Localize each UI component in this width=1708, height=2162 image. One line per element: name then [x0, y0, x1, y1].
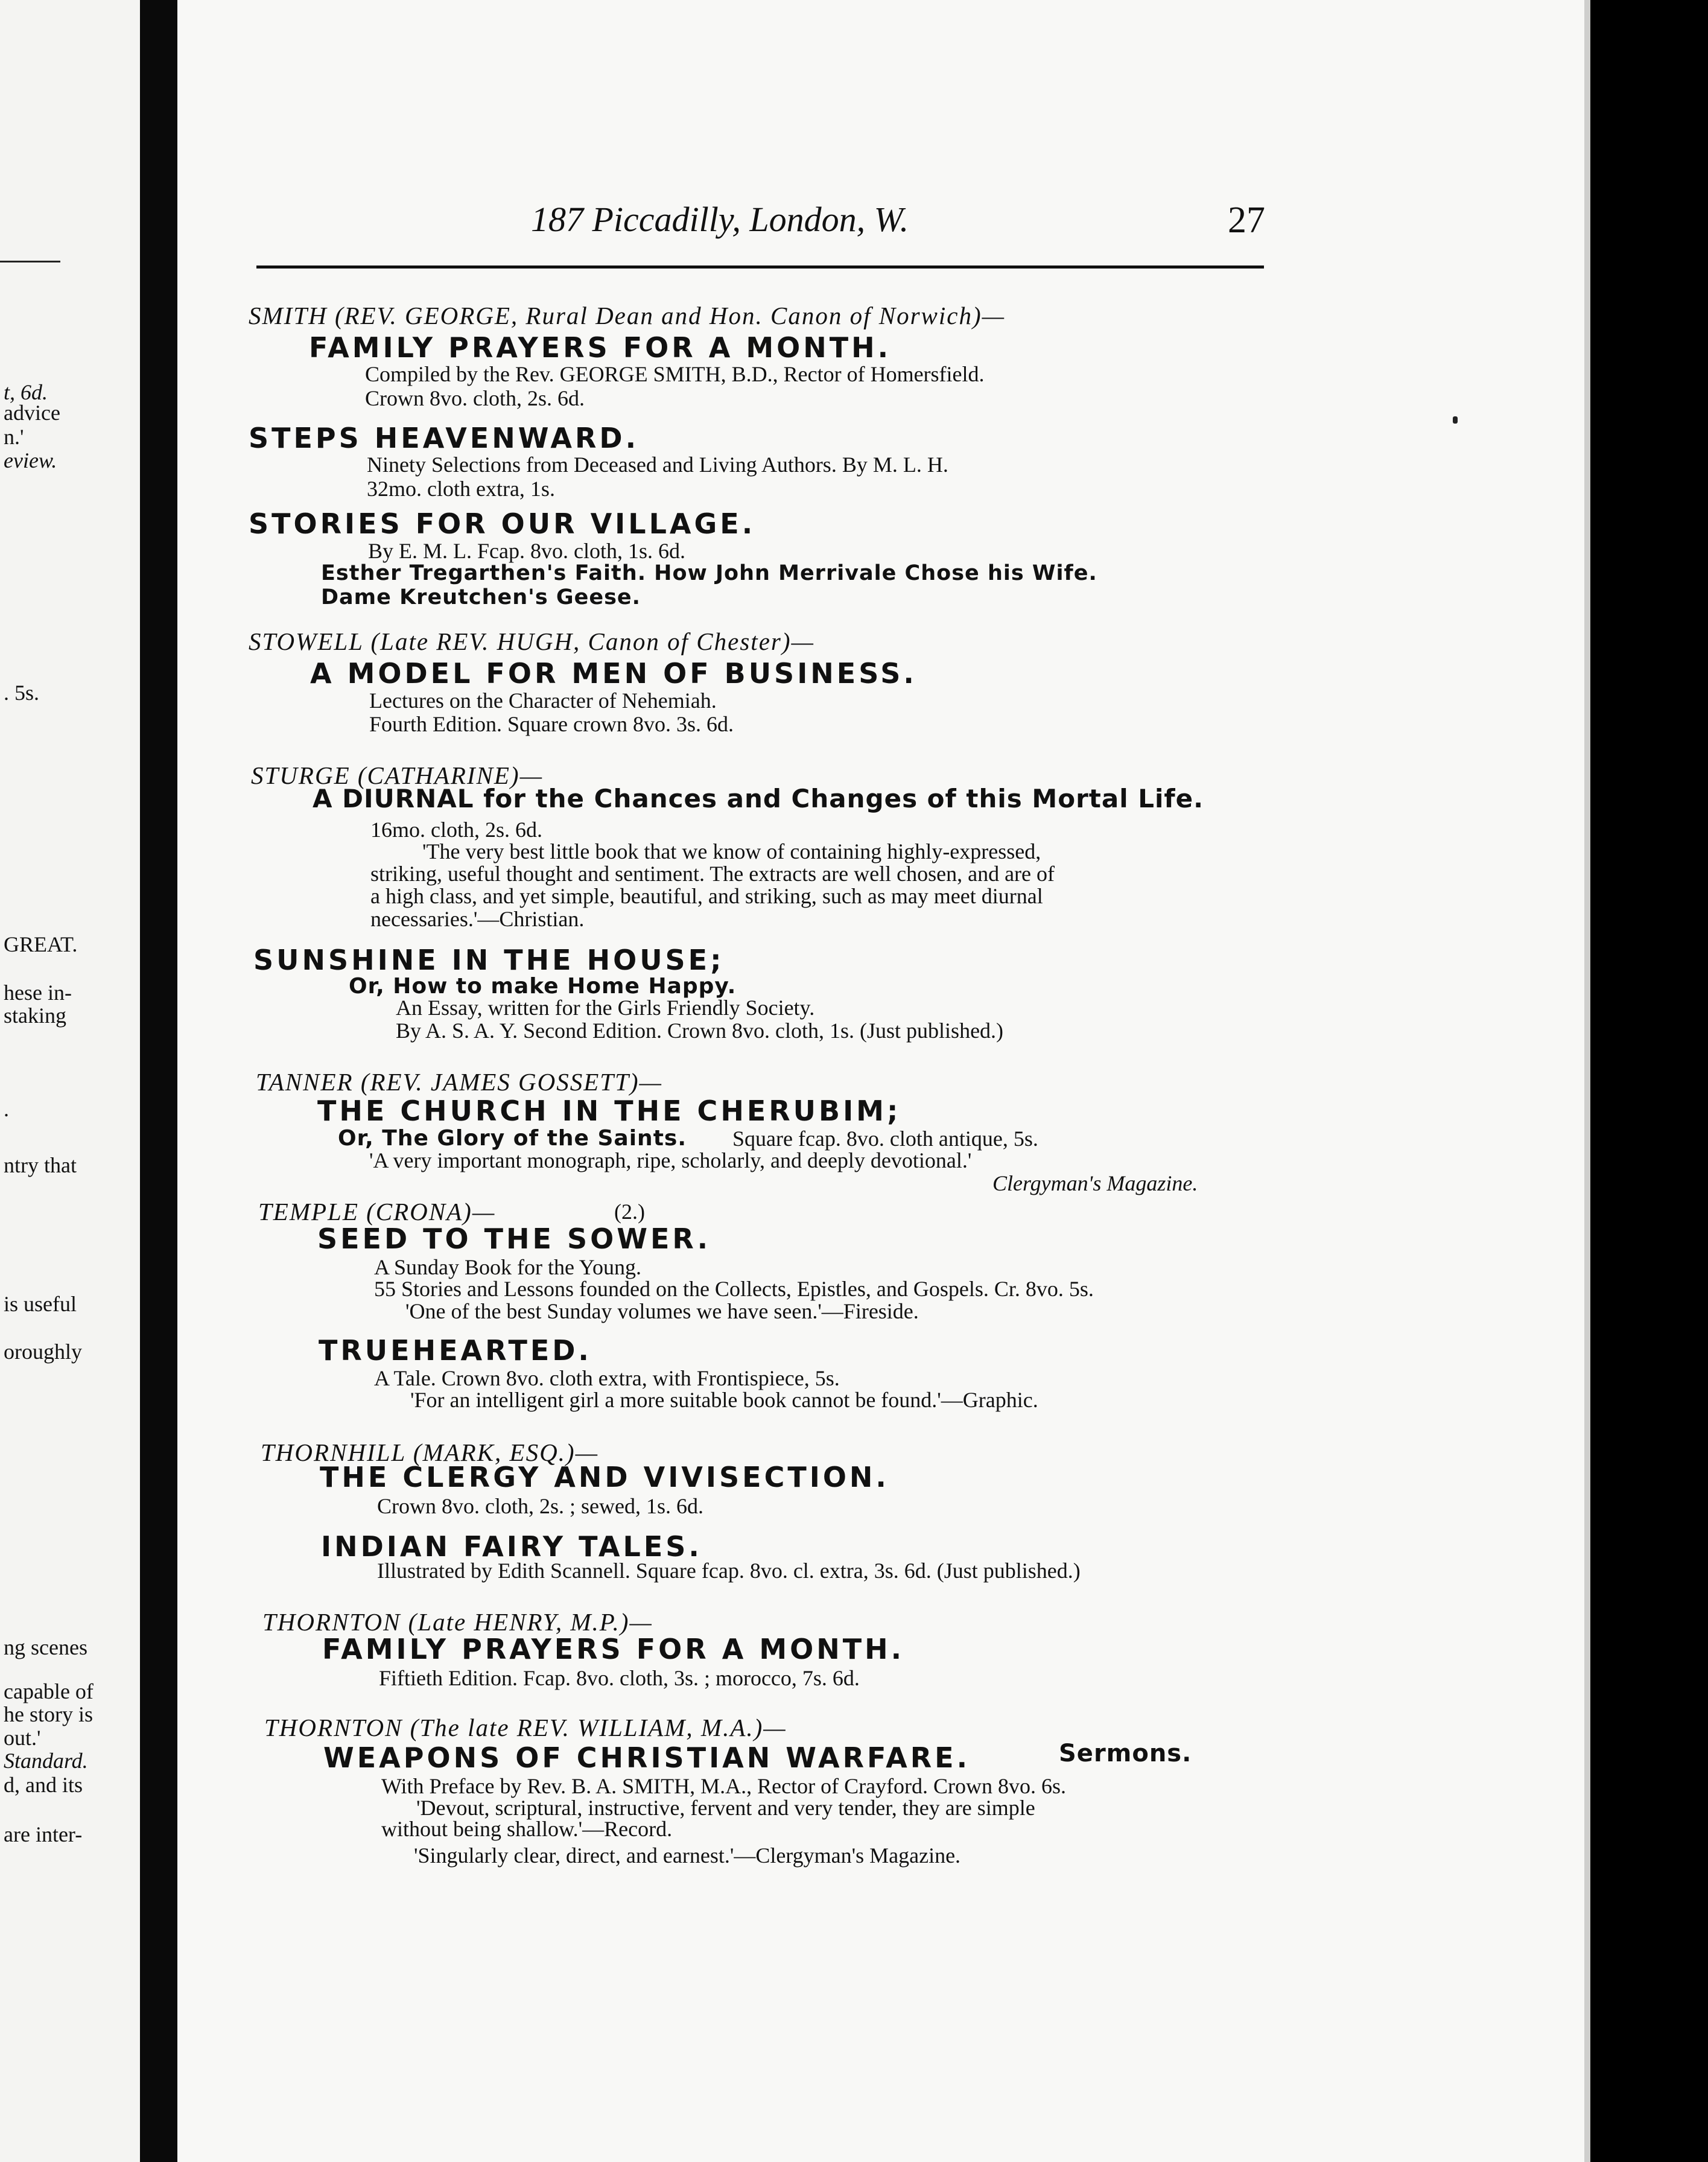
- facing-page-text: d, and its: [4, 1773, 83, 1797]
- entry-review: 'For an intelligent girl a more suitable book cannot be found.'—Graphic.: [410, 1388, 1038, 1412]
- entry-review: 'The very best little book that we know of containing highly-expressed,: [422, 839, 1041, 863]
- entry-author: SMITH (REV. GEORGE, Rural Dean and Hon. Canon of Norwich)—: [249, 302, 1006, 329]
- entry-title: FAMILY PRAYERS FOR A MONTH.: [322, 1633, 905, 1665]
- facing-page-text: ng scenes: [4, 1635, 87, 1659]
- entry-detail: 16mo. cloth, 2s. 6d.: [370, 818, 542, 842]
- entry-detail: Ninety Selections from Deceased and Living Authors. By M. L. H.: [367, 453, 948, 477]
- facing-page-text: ntry that: [4, 1153, 77, 1177]
- entry-title: STEPS HEAVENWARD.: [249, 422, 640, 454]
- facing-page-fragment: [0, 0, 140, 2162]
- entry-author: THORNHILL (MARK, ESQ.)—: [261, 1439, 599, 1466]
- entry-review: without being shallow.'—Record.: [381, 1817, 673, 1841]
- entry-title: SUNSHINE IN THE HOUSE;: [253, 944, 725, 976]
- entry-detail: Compiled by the Rev. GEORGE SMITH, B.D., Rector of Homersfield.: [365, 362, 985, 386]
- entry-author: TEMPLE (CRONA)—: [258, 1198, 496, 1226]
- facing-page-text: out.': [4, 1726, 41, 1750]
- book-gutter: [140, 0, 177, 2162]
- entry-title: A MODEL FOR MEN OF BUSINESS.: [310, 657, 917, 690]
- facing-page-text: capable of: [4, 1679, 94, 1703]
- facing-page-text: Standard.: [4, 1749, 88, 1773]
- entry-title: FAMILY PRAYERS FOR A MONTH.: [309, 331, 892, 364]
- facing-page-text: he story is: [4, 1702, 93, 1726]
- entry-story-titles: Esther Tregarthen's Faith. How John Merrivale Chose his Wife.: [321, 561, 1097, 585]
- entry-detail: Fourth Edition. Square crown 8vo. 3s. 6d.: [369, 712, 734, 736]
- facing-page-text: advice: [4, 401, 60, 425]
- entry-author: THORNTON (Late HENRY, M.P.)—: [262, 1608, 653, 1636]
- entry-detail: 55 Stories and Lessons founded on the Collects, Epistles, and Gospels. Cr. 8vo. 5s.: [374, 1277, 1094, 1301]
- entry-review: 'A very important monograph, ripe, scholarly, and deeply devotional.': [369, 1148, 972, 1172]
- facing-page-text: GREAT.: [4, 932, 78, 956]
- entry-title: TRUEHEARTED.: [319, 1334, 592, 1367]
- entry-story-titles: Dame Kreutchen's Geese.: [321, 585, 641, 609]
- entry-review: 'One of the best Sunday volumes we have seen.'—Fireside.: [405, 1299, 919, 1323]
- entry-author: STOWELL (Late REV. HUGH, Canon of Chester)—: [249, 628, 814, 655]
- entry-title: STORIES FOR OUR VILLAGE.: [249, 507, 756, 540]
- facing-page-text: hese in-: [4, 981, 72, 1005]
- facing-page-text: n.': [4, 425, 24, 449]
- entry-detail: By E. M. L. Fcap. 8vo. cloth, 1s. 6d.: [368, 539, 685, 563]
- entry-detail: With Preface by Rev. B. A. SMITH, M.A., Rector of Crayford. Crown 8vo. 6s.: [381, 1774, 1067, 1798]
- entry-author: TANNER (REV. JAMES GOSSETT)—: [256, 1068, 663, 1096]
- entry-detail: By A. S. A. Y. Second Edition. Crown 8vo. cloth, 1s. (Just published.): [396, 1019, 1004, 1043]
- entry-volume-number: (2.): [614, 1200, 645, 1224]
- facing-page-text: staking: [4, 1003, 66, 1028]
- entry-title: INDIAN FAIRY TALES.: [321, 1530, 702, 1563]
- entry-title: A DIURNAL for the Chances and Changes of this Mortal Life.: [313, 784, 1204, 813]
- entry-author: THORNTON (The late REV. WILLIAM, M.A.)—: [264, 1714, 787, 1741]
- entry-detail: 32mo. cloth extra, 1s.: [367, 477, 555, 501]
- facing-page-text: oroughly: [4, 1340, 82, 1364]
- scan-border: [1590, 0, 1708, 2162]
- entry-title: THE CHURCH IN THE CHERUBIM;: [317, 1095, 901, 1127]
- entry-title-suffix: Sermons.: [1059, 1740, 1192, 1767]
- entry-review: 'Singularly clear, direct, and earnest.'—Clergyman's Magazine.: [414, 1843, 961, 1868]
- entry-detail: A Sunday Book for the Young.: [374, 1255, 642, 1279]
- entry-subtitle: Or, The Glory of the Saints.: [338, 1126, 687, 1151]
- entry-review-source: Clergyman's Magazine.: [992, 1171, 1198, 1195]
- facing-page-text: . 5s.: [4, 681, 40, 705]
- entry-detail: A Tale. Crown 8vo. cloth extra, with Frontispiece, 5s.: [374, 1366, 840, 1390]
- page-number: 27: [1228, 200, 1265, 241]
- entry-title: SEED TO THE SOWER.: [317, 1222, 711, 1255]
- entry-detail: An Essay, written for the Girls Friendly Society.: [396, 996, 815, 1020]
- entry-review: necessaries.'—Christian.: [370, 907, 585, 931]
- entry-review: 'Devout, scriptural, instructive, fervent and very tender, they are simple: [416, 1796, 1035, 1820]
- facing-page-rule: [0, 261, 60, 262]
- running-head: 187 Piccadilly, London, W.: [531, 200, 909, 239]
- entry-title: WEAPONS OF CHRISTIAN WARFARE.: [323, 1741, 971, 1774]
- facing-page-text: eview.: [4, 448, 57, 472]
- entry-detail: Fiftieth Edition. Fcap. 8vo. cloth, 3s. ; morocco, 7s. 6d.: [379, 1666, 860, 1690]
- ink-speck: [1453, 416, 1458, 424]
- entry-detail: Lectures on the Character of Nehemiah.: [369, 688, 717, 713]
- entry-review: a high class, and yet simple, beautiful, and striking, such as may meet diurnal: [370, 884, 1043, 908]
- entry-detail: Illustrated by Edith Scannell. Square fcap. 8vo. cl. extra, 3s. 6d. (Just published.): [377, 1559, 1081, 1583]
- entry-title: THE CLERGY AND VIVISECTION.: [320, 1461, 889, 1493]
- entry-detail: Square fcap. 8vo. cloth antique, 5s.: [732, 1127, 1038, 1151]
- entry-detail: Crown 8vo. cloth, 2s. ; sewed, 1s. 6d.: [377, 1494, 703, 1518]
- facing-page-text: .: [4, 1097, 9, 1121]
- entry-review: striking, useful thought and sentiment. The extracts are well chosen, and are of: [370, 862, 1055, 886]
- header-rule: [256, 265, 1264, 269]
- facing-page-text: t, 6d.: [4, 380, 48, 404]
- facing-page-text: are inter-: [4, 1822, 83, 1846]
- entry-author: STURGE (CATHARINE)—: [251, 761, 544, 789]
- entry-subtitle: Or, How to make Home Happy.: [349, 974, 737, 999]
- facing-page-text: is useful: [4, 1292, 77, 1316]
- entry-detail: Crown 8vo. cloth, 2s. 6d.: [365, 386, 585, 410]
